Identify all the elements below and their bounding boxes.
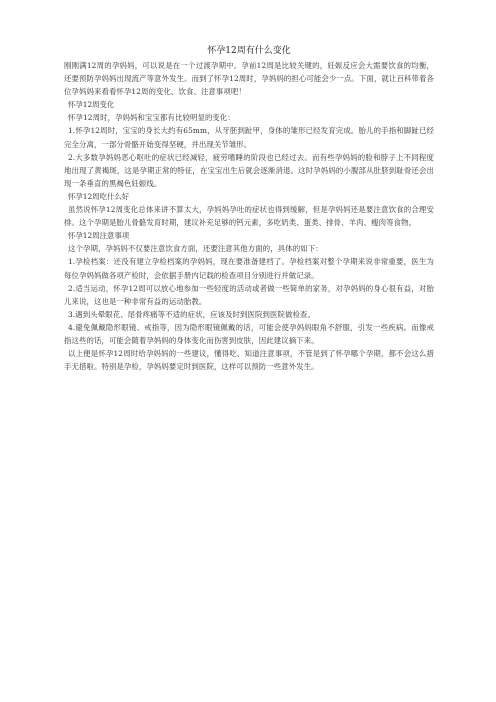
paragraph: 1.怀孕12周时，宝宝的身长大约有65mm，从牙胚到趾甲，身体的雏形已经发育完成。胎儿的手指和脚趾已经完全分离，一部分骨骼开始变得坚硬，并出现关节雏形。	[64, 126, 434, 149]
document-body	[64, 44, 434, 373]
section-heading-changes: 怀孕12周变化	[68, 100, 115, 110]
paragraph: 4.避免佩戴隐形眼镜、戒指等，因为隐形眼镜佩戴的话，可能会使孕妈妈眼角不舒服，引发一些疾病。而像戒指这些的话，可能会随着孕妈妈的身体变化而伤害到皮肤，因此建议摘下来。	[64, 322, 434, 345]
paragraph: 1.孕检档案：还没有建立孕检档案的孕妈妈，现在要准备建档了。孕检档案对整个孕期来说非常重要，医生为每位孕妈妈做各项产检时，会依据手册内记载的检查项目分别进行并做记录。	[64, 257, 434, 280]
paragraph: 怀孕12周时，孕妈妈和宝宝都有比较明显的变化：	[68, 113, 235, 123]
section-heading-diet: 怀孕12周吃什么好	[68, 191, 130, 201]
paragraph: 虽然说怀孕12周变化总体来讲不算太大，孕妈妈孕吐的症状也得到缓解，但是孕妈妈还是要注意饮食的合理安排。这个孕期是胎儿骨骼发育时期，建议补充足够的钙元素，多吃奶类、蛋类、排骨、羊肉、瘦肉等食物。	[64, 205, 434, 228]
paragraph: 2.大多数孕妈妈恶心呕吐的症状已经减轻，疲劳嗜睡的阶段也已经过去。而有些孕妈妈的脸和脖子上不同程度地出现了黄褐斑，这是孕期正常的特征，在宝宝出生后就会逐渐消退。这时孕妈妈的小腹部从肚脐到耻骨还会出现一条垂直的黑褐色妊娠线。	[64, 152, 434, 188]
paragraph: 这个孕期，孕妈妈不仅要注意饮食方面，还要注意其他方面的，具体的如下：	[68, 244, 323, 254]
paragraph: 2.适当运动，怀孕12周可以放心地参加一些轻度的活动或者做一些简单的家务，对孕妈妈的身心很有益，对胎儿来说，这也是一种非常有益的运动胎教。	[64, 283, 434, 306]
document-title: 怀孕12周有什么变化	[207, 46, 291, 56]
section-heading-notes: 怀孕12周注意事项	[68, 231, 130, 241]
intro-paragraph: 刚刚满12周的孕妈妈，可以说是在一个过渡孕期中。孕前12周是比较关键的，妊娠反应会大需要饮食的均衡，还要预防孕妈妈出现流产等意外发生。而到了怀孕12周时，孕妈妈的担心可能会少一点。下面，就让百科带着各位孕妈妈来看看怀孕12周的变化、饮食、注意事项吧！	[64, 61, 434, 97]
paragraph: 3.遇到头晕眼花、尾骨疼痛等不适的症状，应该及时到医院到医院做检查。	[68, 309, 315, 319]
closing-paragraph: 以上便是怀孕12周时给孕妈妈的一些建议，懂得吃、知道注意事项，不管是到了怀孕哪个孕期，都不会这么措手无措啦。特别是孕检，孕妈妈要定时到医院，这样可以预防一些意外发生。	[64, 349, 434, 372]
